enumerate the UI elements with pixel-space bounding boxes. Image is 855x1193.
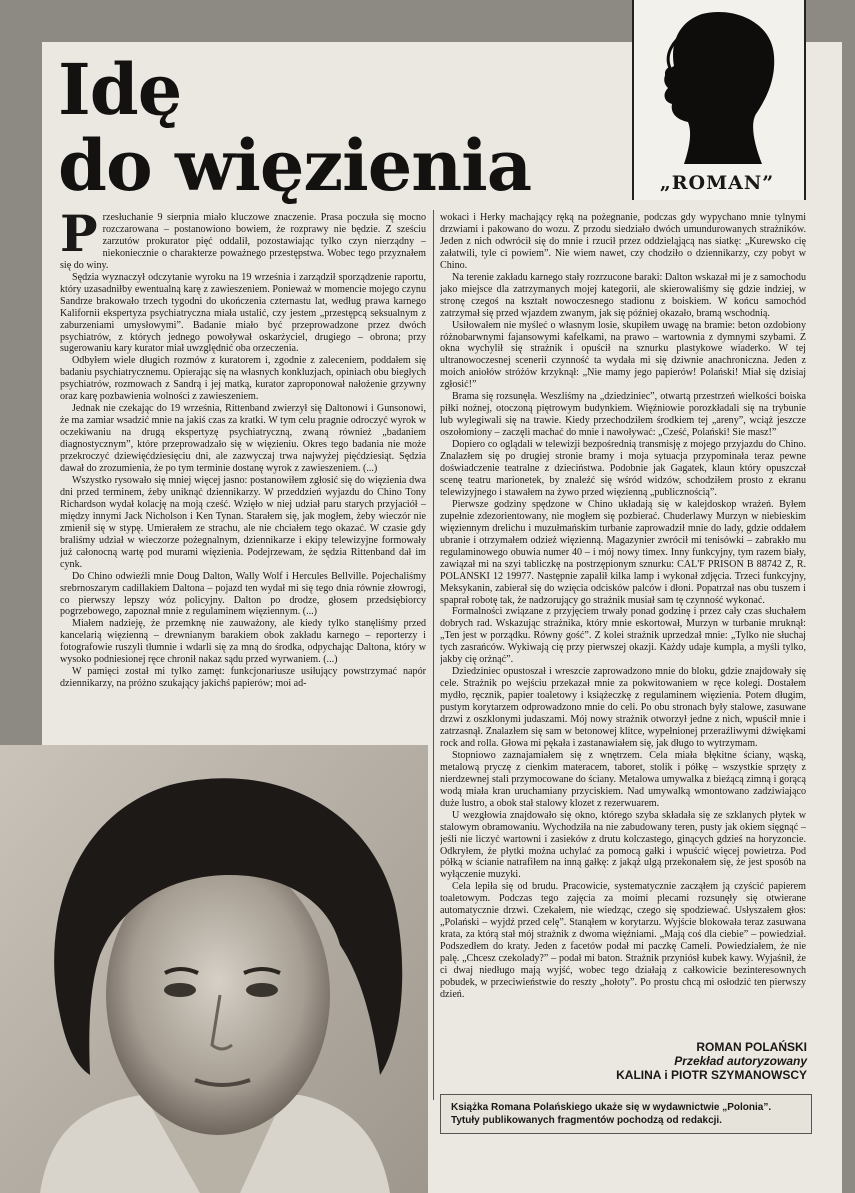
- signature-block: [616, 1040, 807, 1082]
- silhouette-portrait: [632, 0, 806, 200]
- silhouette-icon: [644, 4, 794, 169]
- paragraph: Do Chino odwieźli mnie Doug Dalton, Wally Wolf i Hercules Bellville. Pojechaliśmy srebrnoszarym cadillakiem Daltona – pojazd ten wydał mi się tego dnia równie złowrogi, co pierwszy lepszy wóz policyjny. Dalton po drodze, głosem przedsiębiorcy pogrzebowego, zapoznał mnie z regulaminem więziennym. (...): [60, 570, 426, 618]
- paragraph: Sędzia wyznaczył odczytanie wyroku na 19 września i zarządził sporządzenie raportu, który uzasadniłby ewentualną karę z zawieszeniem. Ponieważ w momencie mojego czynu Sandrze brakowało trzech tygodni do ukończenia czternastu lat, według prawa karnego Kalifornii ekspertyza psychiatryczna miała ustalić, czy jestem „przestępcą seksualnym z zaburzeniami umysłowymi”. Badanie miało być przeprowadzone przez dwóch psychiatrów, z których jednego powoływał oskarżyciel, drugiego – obrona; przy sugerowaniu kary kurator miał uwzględnić oba orzeczenia.: [60, 271, 426, 355]
- paragraph: Cela lepiła się od brudu. Pracowicie, systematycznie zacząłem ją czyścić papierem toaletowym. Podczas tego zajęcia za moimi plecami rozsunęły się otwierane automatycznie drzwi. Czekałem, nie wiedząc, czego się spodziewać. Usłyszałem głos: „Polański – wyjdź przed celę”. Stanąłem w korytarzu. Wyjście blokowała teraz zasuwana krata, za którą stał mój strażnik z dwoma więźniami. „Mają coś dla ciebie” – powiedział. Podszedłem do kraty. Jeden z facetów podał mi paczkę Cameli. Powiedziałem, że nie palę. „Chcesz czekolady?” – podał mi baton. Strażnik przyniósł kubek kawy. Wyjaśnił, że ci dwaj niedługo mają wyjść, wobec tego działają z całkowicie bezinteresownych pobudek, w przeciwieństwie do reszty „hołoty”. Po prostu chcą mi osłodzić ten pierwszy dzień.: [440, 881, 806, 1000]
- paragraph: Stopniowo zaznajamiałem się z wnętrzem. Cela miała błękitne ściany, wąską, metalową pryczę z cienkim materacem, taboret, stolik i półkę – wszystkie sprzęty z nierdzewnej stali przymocowane do ściany. Metalowa umywalka z bieżącą zimną i gorącą wodą miała kran uruchamiany przyciskiem. Nad umywalką wmontowano zadziwiająco duże lustro, a obok stał stalowy klozet z rezerwuarem.: [440, 749, 806, 809]
- paragraph: Pierwsze godziny spędzone w Chino układają się w kalejdoskop wrażeń. Byłem zupełnie zdezorientowany, nie mogłem się pozbierać. Chuderlawy Murzyn w niebieskim więziennym drelichu i muzułmańskim turbanie zaprowadził mnie do lady, gdzie oddałem ubranie i otrzymałem odzież więzienną. Magazynier zwrócił mi tenisówki – zabrakło mu regulaminowego obuwia numer 40 – i mój nowy timex. Inny funkcyjny, tym razem biały, zawiązał mi na szyi tabliczkę na postrzępionym sznurku: CAL'F PRISON B 88742 Z, R. POLANSKI 12 19977. Następnie zapalił kilka lamp i wykonał zdjęcia. Trzeci funkcyjny, Meksykanin, zabierał się do wzięcia odcisków palców i dłoni. Popatrzał nas obu tuszem i spaprał robotę tak, że nadzorujący go strażnik musiał sam tę czynność wykonać.: [440, 498, 806, 606]
- signature-translators: KALINA i PIOTR SZYMANOWSCY: [616, 1068, 807, 1082]
- paragraph: Dopiero co oglądali w telewizji bezpośrednią transmisję z mojego przyjazdu do Chino. Znalazłem się po drugiej stronie bramy i moja sytuacja przypominała teraz pewne doświadczenie teatralne z dzieciństwa. Podobnie jak Gagatek, klaun który opuszczał scenę teatru marionetek, by znaleźć się wśród widzów, schodziłem prosto z ekranu telewizyjnego i stawałem na żywo przed więzienną „publicznością”.: [440, 439, 806, 498]
- article-column-1: [60, 212, 426, 740]
- paragraph: Wszystko rysowało się mniej więcej jasno: postanowiłem zgłosić się do więzienia dwa dni przed terminem, żeby uniknąć dziennikarzy. W przeddzień wyjazdu do Chino Tony Richardson wydał kolację na moją cześć. Wzięło w niej udział paru starych przyjaciół – między innymi Jack Nicholson i Ken Tynan. Starałem się, jak mogłem, żeby wieczór nie zmienił się w stypę. Umierałem ze strachu, ale nie chciałem tego okazać. W czasie gdy braliśmy udział w wieczorze pożegnalnym, dziennikarze i ekipy telewizyjne formowały już całonocną wartę pod murami więzienia. Podejrzewam, że sędzia Rittenband dał im cynk.: [60, 474, 426, 570]
- paragraph: Jednak nie czekając do 19 września, Rittenband zwierzył się Daltonowi i Gunsonowi, że ma zamiar wsadzić mnie na jakiś czas za kratki. W tym celu pragnie odroczyć wyrok w oczekiwaniu na drugą ekspertyzę psychiatryczną, zwaną również „badaniem diagnostycznym”, które przeprowadzało się w więzieniu. Okres tego badania nie może przekroczyć dziewięćdziesięciu dni, ale zazwyczaj trwa najwyżej pięćdziesiąt. Sędzia dawał do zrozumienia, że po tym terminie dostanę wyrok z zawieszeniem. (...): [60, 403, 426, 475]
- article-column-2: [440, 212, 806, 1092]
- signature-translation: Przekład autoryzowany: [674, 1054, 807, 1068]
- drop-cap: P: [60, 212, 98, 263]
- title-line-1: Idę: [58, 48, 182, 131]
- portrait-photo-icon: [0, 745, 428, 1193]
- paragraph: Miałem nadzieję, że przemknę nie zauważony, ale kiedy tylko stanęliśmy przed kancelarią więzienną – drewnianym barakiem obok zakładu karnego – reporterzy i fotografowie ruszyli tłumnie i wdarli się za mną do środka, odpychając Daltona, który w wysoko podniesionej ręce chronił nakaz sądu przed wyrwaniem. (...): [60, 618, 426, 666]
- column-divider: [433, 210, 434, 1100]
- pseudonym-label: „ROMAN”: [659, 172, 775, 194]
- paragraph: Na terenie zakładu karnego stały rozrzucone baraki: Dalton wskazał mi je z samochodu jako miejsce dla zatrzymanych mojej kategorii, ale skierowaliśmy się gdzie indziej, w stronę czegoś na kształt nowoczesnego stadionu z boiskiem. W końcu samochód zatrzymał się przed wjazdem zwanym, jak się później okazało, bramą wschodnią.: [440, 271, 806, 319]
- paragraph: Brama się rozsunęła. Weszliśmy na „dziedziniec”, otwartą przestrzeń wielkości boiska piłki nożnej, otoczoną piętrowym budynkiem. Więźniowie porozkładali się na trybunie lub wylegiwali się na trawie. Kiedy przechodziłem środkiem tej „areny”, wciąż jeszcze oszołomiony – zaczęli machać do mnie i nawoływać: „Cześć, Polański! Sie masz!”: [440, 391, 806, 439]
- signature-author: ROMAN POLAŃSKI: [696, 1040, 807, 1054]
- paragraph: Dziedziniec opustoszał i wreszcie zaprowadzono mnie do bloku, gdzie znajdowały się cele. Strażnik po wejściu przekazał mnie za pokwitowaniem w ręce kolegi. Dostałem mydło, ręcznik, papier toaletowy i książeczkę z regulaminem więzienia. Potem długim, pustym korytarzem odprowadzono mnie do celi. Po obu stronach były stalowe, zasuwane drzwi z oszklonymi judaszami. Mój nowy strażnik otworzył jedne z nich, wpuścił mnie i zatrzasnął. Znalazłem się sam w betonowej klitce, wypełnionej przeraźliwymi dźwiękami rock and rolla. Głowa mi pękała i zastanawiałem się, jak długo to wytrzymam.: [440, 666, 806, 749]
- paragraph: wokaci i Herky machający ręką na pożegnanie, podczas gdy wypychano mnie tylnymi drzwiami i pakowano do wozu. Z przodu siedziało dwóch umundurowanych strażników. Jeden z nich odwrócił się do mnie i rzucił przez oddzieląjącą nas siatkę: „Kurewsko cię załatwili, tyle ci powiem”. Nie wiem nawet, czy chodziło o dziennikarzy, czy pobyt w Chino.: [440, 212, 806, 271]
- editorial-note: Książka Romana Polańskiego ukaże się w wydawnictwie „Polonia”. Tytuły publikowanych fragmentów pochodzą od redakcji.: [440, 1094, 812, 1134]
- paragraph: Usiłowałem nie myśleć o własnym losie, skupiłem uwagę na bramie: beton ozdobiony różnobarwnymi fajansowymi kafelkami, na prawo – wartownia z dymnymi szybami. Z okna wychylił się strażnik i opuścił na sznurku plastykowe wiaderko. W tej ultranowoczesnej scenerii czynność ta wydała mi się dziwnie anachroniczna. Jeden z moich aniołów stróżów krzyknął: „Nie mamy jego papierów! Polański! Miał się dzisiaj zgłosić!”: [440, 319, 806, 391]
- paragraph: rzesłuchanie 9 sierpnia miało kluczowe znaczenie. Prasa poczuła się mocno rozczarowana – postanowiono bowiem, że rozprawy nie będzie. Z sześciu zarzutów prokurator pięć oddalił, pozostawiając tylko czyn nierządny – niekoniecznie o charakterze poważnego przestępstwa. Wobec tego przyznałem się do winy.: [60, 212, 426, 271]
- paragraph: Odbyłem wiele długich rozmów z kuratorem i, zgodnie z zaleceniem, poddałem się badaniu psychiatrycznemu. Opierając się na własnych konkluzjach, opiniach obu biegłych psychiatrów, rozmowach z Sandrą i jej matką, kurator zaproponował nałożenie grzywny oraz karę pozbawienia wolności z zawieszeniem.: [60, 355, 426, 403]
- paragraph: U wezgłowia znajdowało się okno, którego szyba składała się ze szklanych płytek w stalowym obramowaniu. Wychodziła na nie zabudowany teren, pusty jak okiem sięgnąć – jeśli nie liczyć wartowni i zasieków z drutu kolczastego, ginących gdzieś na horyzoncie. Odkryłem, że płytki można uchylać za pomocą gałki i wpuścić więcej powietrza. Pod półką w ścianie natrafiłem na inną gałkę: z jakąż ulgą przekonałem się, że jest sposób na wyłączenie muzyki.: [440, 809, 806, 881]
- paragraph: Formalności związane z przyjęciem trwały ponad godzinę i przez cały czas słuchałem dobrych rad. Wskazując strażnika, który mnie eskortował, Murzyn w turbanie mruknął: „Ten jest w porządku. Równy gość”. Z kolei strażnik uprzedzał mnie: „Tylko nie słuchaj tych zasrańców. Wykiwają cię przy pierwszej okazji. Każdy udaje kumpla, a myśli tylko, jakby cię orżnąć”.: [440, 606, 806, 666]
- title-line-2: do więzienia: [58, 124, 532, 207]
- paragraph: W pamięci został mi tylko zamęt: funkcjonariusze usiłujący powstrzymać napór dziennikarzy, na próżno szukający jakichś papierów; moi ad-: [60, 666, 426, 690]
- author-photo: [0, 745, 428, 1193]
- article-title: [58, 48, 618, 207]
